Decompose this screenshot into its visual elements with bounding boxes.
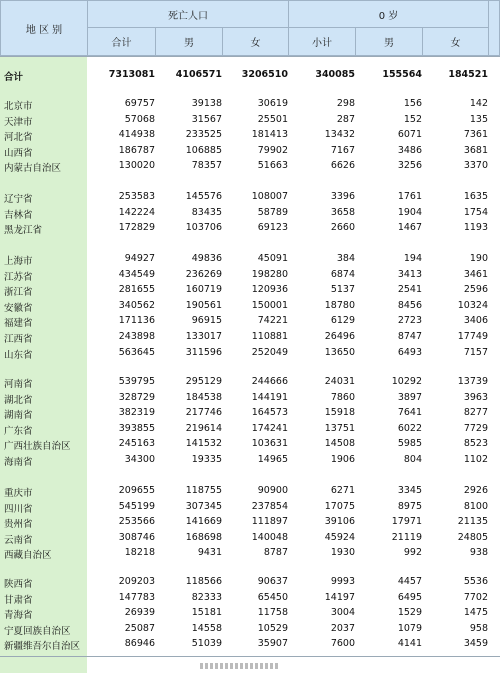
cell-value: 14558 xyxy=(191,622,222,634)
cell-value: 328729 xyxy=(118,391,155,403)
cell-value: 958 xyxy=(469,622,488,634)
cell-value: 3963 xyxy=(463,391,488,403)
table-row xyxy=(0,606,500,621)
cell-value: 35907 xyxy=(257,638,288,650)
cell-value: 6626 xyxy=(330,160,355,172)
cell-value: 1475 xyxy=(463,607,488,619)
subheader-age0-female: 女 xyxy=(422,27,489,56)
scan-mark xyxy=(200,663,280,669)
cell-value: 340562 xyxy=(118,299,155,311)
cell-value: 120936 xyxy=(251,284,288,296)
cell-value: 39106 xyxy=(324,516,355,528)
table-row xyxy=(0,484,500,499)
cell-value: 106885 xyxy=(185,144,222,156)
cell-value: 243898 xyxy=(118,331,155,342)
cell-value: 5536 xyxy=(463,576,488,587)
cell-value: 7729 xyxy=(463,422,488,434)
cell-value: 5137 xyxy=(330,284,355,296)
cell-value: 393855 xyxy=(118,422,155,434)
age0-group-header: 0 岁 xyxy=(288,0,489,28)
table-row xyxy=(0,375,500,390)
region-name: 福建省 xyxy=(4,318,33,330)
cell-value: 13432 xyxy=(324,129,355,141)
region-name: 西藏自治区 xyxy=(4,550,52,562)
table-row xyxy=(0,159,500,174)
cell-value: 298 xyxy=(336,98,355,109)
region-name: 安徽省 xyxy=(4,302,33,314)
cell-value: 51039 xyxy=(191,638,222,650)
cell-value: 311596 xyxy=(185,346,222,358)
cell-value: 252049 xyxy=(251,346,288,358)
cell-value: 21135 xyxy=(457,516,488,528)
region-name: 陕西省 xyxy=(4,579,33,590)
cell-value: 190561 xyxy=(185,299,222,311)
cell-value: 434549 xyxy=(118,268,155,280)
cell-value: 156 xyxy=(403,98,422,109)
region-name: 北京市 xyxy=(4,101,33,112)
table-row xyxy=(0,128,500,143)
cell-value: 164573 xyxy=(251,407,288,419)
cell-value: 10529 xyxy=(257,622,288,634)
table-row xyxy=(0,221,500,236)
table-row xyxy=(0,546,500,561)
cell-value: 287 xyxy=(336,113,355,125)
region-name: 重庆市 xyxy=(4,488,33,499)
subheader-total: 合计 xyxy=(87,27,156,56)
cell-value: 5985 xyxy=(397,438,422,450)
cell-value: 2037 xyxy=(330,622,355,634)
bottom-divider xyxy=(0,656,500,657)
cell-value: 3256 xyxy=(397,160,422,172)
cell-value: 233525 xyxy=(185,129,222,141)
cell-value: 145576 xyxy=(185,191,222,202)
cell-value: 3681 xyxy=(463,144,488,156)
cell-value: 142 xyxy=(469,98,488,109)
cell-value: 15918 xyxy=(324,407,355,419)
table-row xyxy=(0,406,500,421)
cell-value: 135 xyxy=(469,113,488,125)
cell-value: 8277 xyxy=(463,407,488,419)
cell-value: 110881 xyxy=(251,331,288,342)
table-row xyxy=(0,252,500,267)
cell-value: 140048 xyxy=(251,531,288,543)
cell-value: 7860 xyxy=(330,391,355,403)
cell-value: 74221 xyxy=(257,315,288,327)
cell-value: 295129 xyxy=(185,376,222,387)
cell-value: 545199 xyxy=(118,500,155,512)
cell-value: 150001 xyxy=(251,299,288,311)
region-name: 四川省 xyxy=(4,503,33,515)
cell-value: 65450 xyxy=(257,591,288,603)
cell-value: 17749 xyxy=(457,331,488,342)
cell-value: 174241 xyxy=(251,422,288,434)
cell-value: 96915 xyxy=(191,315,222,327)
cell-value: 49836 xyxy=(191,253,222,264)
cell-value: 118566 xyxy=(185,576,222,587)
table-row xyxy=(0,190,500,205)
cell-value: 414938 xyxy=(118,129,155,141)
cell-value: 209203 xyxy=(118,576,155,587)
cell-value: 7157 xyxy=(463,346,488,358)
table-row xyxy=(0,515,500,530)
cell-value: 2660 xyxy=(330,222,355,234)
region-name: 黑龙江省 xyxy=(4,225,43,237)
cell-value: 10292 xyxy=(391,376,422,387)
cell-value: 1467 xyxy=(397,222,422,234)
region-name: 江西省 xyxy=(4,334,33,345)
cell-value: 86946 xyxy=(124,638,155,650)
cell-value: 1754 xyxy=(463,206,488,218)
cell-value: 8523 xyxy=(463,438,488,450)
region-name: 吉林省 xyxy=(4,209,33,221)
table-row xyxy=(0,531,500,546)
table-row xyxy=(0,113,500,128)
region-name: 河南省 xyxy=(4,379,33,390)
cell-value: 7641 xyxy=(397,407,422,419)
cell-value: 172829 xyxy=(118,222,155,234)
region-name: 新疆维吾尔自治区 xyxy=(4,641,81,653)
cell-value: 45924 xyxy=(324,531,355,543)
cell-value: 6493 xyxy=(397,346,422,358)
cell-value: 152 xyxy=(403,113,422,125)
cell-value: 7361 xyxy=(463,129,488,141)
cell-value: 14965 xyxy=(257,454,288,465)
cell-value: 141532 xyxy=(185,438,222,450)
cell-value: 1930 xyxy=(330,547,355,559)
cell-value: 26939 xyxy=(124,607,155,619)
cell-value: 19335 xyxy=(191,454,222,465)
table-row xyxy=(0,97,500,112)
cell-value: 11758 xyxy=(257,607,288,619)
cell-value: 7600 xyxy=(330,638,355,650)
region-name: 浙江省 xyxy=(4,287,33,299)
cell-value: 14197 xyxy=(324,591,355,603)
cell-value: 1761 xyxy=(397,191,422,202)
cell-value: 3413 xyxy=(397,268,422,280)
total-value: 3206510 xyxy=(241,69,288,80)
cell-value: 13739 xyxy=(457,376,488,387)
table-row xyxy=(0,346,500,361)
cell-value: 3658 xyxy=(330,206,355,218)
table-row xyxy=(0,622,500,637)
table-row xyxy=(0,437,500,452)
cell-value: 198280 xyxy=(251,268,288,280)
table-row xyxy=(0,206,500,221)
region-name: 广西壮族自治区 xyxy=(4,441,71,453)
table-row xyxy=(0,299,500,314)
cell-value: 103631 xyxy=(251,438,288,450)
table-row xyxy=(0,268,500,283)
cell-value: 1079 xyxy=(397,622,422,634)
cell-value: 7702 xyxy=(463,591,488,603)
cell-value: 26496 xyxy=(324,331,355,342)
cell-value: 237854 xyxy=(251,500,288,512)
cell-value: 51663 xyxy=(257,160,288,172)
cell-value: 13751 xyxy=(324,422,355,434)
cell-value: 171136 xyxy=(118,315,155,327)
cell-value: 18218 xyxy=(124,547,155,559)
cell-value: 8456 xyxy=(397,299,422,311)
cell-value: 281655 xyxy=(118,284,155,296)
cell-value: 7167 xyxy=(330,144,355,156)
cell-value: 3459 xyxy=(463,638,488,650)
cell-value: 31567 xyxy=(191,113,222,125)
region-name: 宁夏回族自治区 xyxy=(4,625,71,637)
cell-value: 3897 xyxy=(397,391,422,403)
cell-value: 2541 xyxy=(397,284,422,296)
extra-header xyxy=(488,0,500,56)
cell-value: 142224 xyxy=(118,206,155,218)
cell-value: 2723 xyxy=(397,315,422,327)
cell-value: 10324 xyxy=(457,299,488,311)
cell-value: 3486 xyxy=(397,144,422,156)
cell-value: 209655 xyxy=(118,485,155,496)
cell-value: 3406 xyxy=(463,315,488,327)
cell-value: 69123 xyxy=(257,222,288,234)
region-name: 云南省 xyxy=(4,534,33,546)
cell-value: 45091 xyxy=(257,253,288,264)
cell-value: 15181 xyxy=(191,607,222,619)
cell-value: 6495 xyxy=(397,591,422,603)
total-value: 340085 xyxy=(315,69,355,80)
cell-value: 992 xyxy=(403,547,422,559)
cell-value: 90637 xyxy=(257,576,288,587)
total-value: 7313081 xyxy=(108,69,155,80)
table-row xyxy=(0,422,500,437)
cell-value: 1635 xyxy=(463,191,488,202)
cell-value: 8100 xyxy=(463,500,488,512)
cell-value: 57068 xyxy=(124,113,155,125)
cell-value: 24031 xyxy=(324,376,355,387)
cell-value: 78357 xyxy=(191,160,222,172)
cell-value: 8975 xyxy=(397,500,422,512)
cell-value: 14508 xyxy=(324,438,355,450)
cell-value: 39138 xyxy=(191,98,222,109)
cell-value: 1529 xyxy=(397,607,422,619)
cell-value: 539795 xyxy=(118,376,155,387)
table-row xyxy=(0,500,500,515)
header-divider xyxy=(0,56,500,57)
cell-value: 94927 xyxy=(124,253,155,264)
region-name: 海南省 xyxy=(4,457,33,468)
cell-value: 6129 xyxy=(330,315,355,327)
table-row xyxy=(0,391,500,406)
cell-value: 219614 xyxy=(185,422,222,434)
cell-value: 13650 xyxy=(324,346,355,358)
cell-value: 160719 xyxy=(185,284,222,296)
cell-value: 30619 xyxy=(257,98,288,109)
cell-value: 25501 xyxy=(257,113,288,125)
cell-value: 3004 xyxy=(330,607,355,619)
cell-value: 1904 xyxy=(397,206,422,218)
region-header: 地 区 别 xyxy=(0,0,88,56)
cell-value: 82333 xyxy=(191,591,222,603)
cell-value: 118755 xyxy=(185,485,222,496)
cell-value: 147783 xyxy=(118,591,155,603)
total-value: 184521 xyxy=(448,69,488,80)
region-name: 上海市 xyxy=(4,256,33,267)
cell-value: 938 xyxy=(469,547,488,559)
cell-value: 307345 xyxy=(185,500,222,512)
cell-value: 24805 xyxy=(457,531,488,543)
table-row xyxy=(0,330,500,345)
region-name: 甘肃省 xyxy=(4,594,33,606)
table-row xyxy=(0,453,500,468)
region-name: 内蒙古自治区 xyxy=(4,163,62,175)
cell-value: 141669 xyxy=(185,516,222,528)
table-row xyxy=(0,283,500,298)
cell-value: 1906 xyxy=(330,454,355,465)
cell-value: 236269 xyxy=(185,268,222,280)
cell-value: 3461 xyxy=(463,268,488,280)
cell-value: 6022 xyxy=(397,422,422,434)
region-name: 江苏省 xyxy=(4,271,33,283)
cell-value: 144191 xyxy=(251,391,288,403)
total-value: 155564 xyxy=(382,69,422,80)
cell-value: 21119 xyxy=(391,531,422,543)
cell-value: 6874 xyxy=(330,268,355,280)
cell-value: 9993 xyxy=(330,576,355,587)
cell-value: 1193 xyxy=(463,222,488,234)
cell-value: 9431 xyxy=(197,547,222,559)
subheader-female: 女 xyxy=(222,27,289,56)
total-label: 合计 xyxy=(4,72,24,83)
cell-value: 244666 xyxy=(251,376,288,387)
total-value: 4106571 xyxy=(175,69,222,80)
subheader-subtotal: 小计 xyxy=(288,27,356,56)
cell-value: 83435 xyxy=(191,206,222,218)
table-row xyxy=(0,314,500,329)
cell-value: 18780 xyxy=(324,299,355,311)
cell-value: 563645 xyxy=(118,346,155,358)
cell-value: 133017 xyxy=(185,331,222,342)
cell-value: 34300 xyxy=(124,454,155,465)
region-name: 辽宁省 xyxy=(4,194,33,205)
cell-value: 108007 xyxy=(251,191,288,202)
cell-value: 2596 xyxy=(463,284,488,296)
cell-value: 4141 xyxy=(397,638,422,650)
cell-value: 253566 xyxy=(118,516,155,528)
region-name: 青海省 xyxy=(4,610,33,622)
table-row xyxy=(0,637,500,652)
cell-value: 17075 xyxy=(324,500,355,512)
cell-value: 79902 xyxy=(257,144,288,156)
cell-value: 217746 xyxy=(185,407,222,419)
cell-value: 3396 xyxy=(330,191,355,202)
subheader-male: 男 xyxy=(155,27,223,56)
cell-value: 168698 xyxy=(185,531,222,543)
cell-value: 190 xyxy=(469,253,488,264)
table-row xyxy=(0,144,500,159)
cell-value: 90900 xyxy=(257,485,288,496)
table-row xyxy=(0,591,500,606)
cell-value: 69757 xyxy=(124,98,155,109)
cell-value: 308746 xyxy=(118,531,155,543)
cell-value: 6271 xyxy=(330,485,355,496)
region-name: 湖北省 xyxy=(4,394,33,406)
cell-value: 25087 xyxy=(124,622,155,634)
cell-value: 384 xyxy=(336,253,355,264)
cell-value: 17971 xyxy=(391,516,422,528)
cell-value: 245163 xyxy=(118,438,155,450)
cell-value: 1102 xyxy=(463,454,488,465)
cell-value: 58789 xyxy=(257,206,288,218)
cell-value: 2926 xyxy=(463,485,488,496)
table-row xyxy=(0,575,500,590)
deaths-group-header: 死亡人口 xyxy=(87,0,289,28)
cell-value: 4457 xyxy=(397,576,422,587)
cell-value: 8787 xyxy=(263,547,288,559)
cell-value: 184538 xyxy=(185,391,222,403)
cell-value: 186787 xyxy=(118,144,155,156)
region-name: 河北省 xyxy=(4,132,33,144)
cell-value: 804 xyxy=(403,454,422,465)
cell-value: 3370 xyxy=(463,160,488,172)
cell-value: 382319 xyxy=(118,407,155,419)
cell-value: 3345 xyxy=(397,485,422,496)
cell-value: 8747 xyxy=(397,331,422,342)
cell-value: 103706 xyxy=(185,222,222,234)
cell-value: 253583 xyxy=(118,191,155,202)
cell-value: 194 xyxy=(403,253,422,264)
cell-value: 6071 xyxy=(397,129,422,141)
cell-value: 130020 xyxy=(118,160,155,172)
region-name: 天津市 xyxy=(4,116,33,128)
region-name: 山东省 xyxy=(4,349,33,361)
region-name: 湖南省 xyxy=(4,410,33,422)
subheader-age0-male: 男 xyxy=(355,27,423,56)
cell-value: 111897 xyxy=(251,516,288,528)
region-name: 广东省 xyxy=(4,425,33,437)
region-name: 贵州省 xyxy=(4,519,33,531)
cell-value: 181413 xyxy=(251,129,288,141)
total-row xyxy=(0,68,500,83)
region-name: 山西省 xyxy=(4,147,33,159)
